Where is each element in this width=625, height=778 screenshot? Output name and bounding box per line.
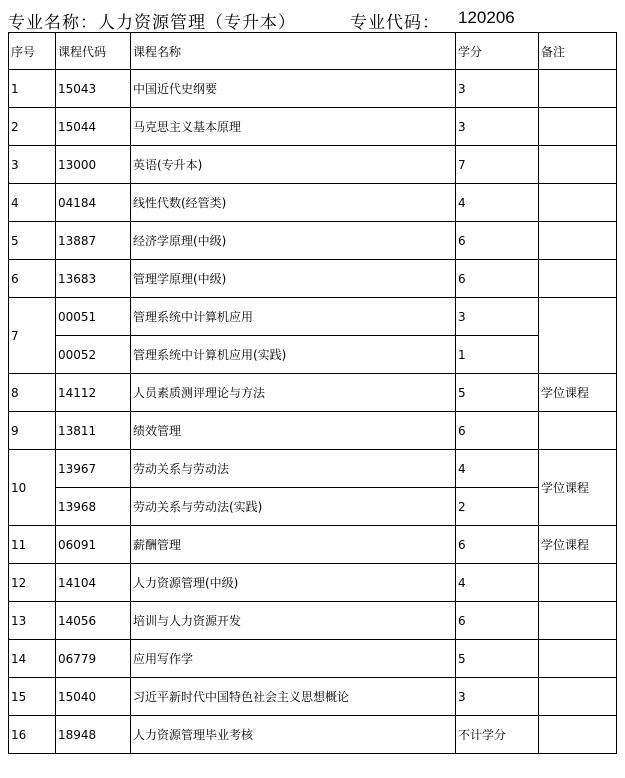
cell-note bbox=[539, 260, 617, 298]
table-row bbox=[9, 602, 617, 640]
column-header-name: 课程名称 bbox=[131, 33, 456, 70]
cell-credit: 5 bbox=[456, 640, 539, 678]
cell-credit: 1 bbox=[456, 336, 539, 374]
table-row bbox=[9, 222, 617, 260]
cell-no: 9 bbox=[9, 412, 56, 450]
column-header-code: 课程代码 bbox=[56, 33, 131, 70]
cell-note: 学位课程 bbox=[539, 374, 617, 412]
table-row bbox=[9, 564, 617, 602]
cell-code: 00051 bbox=[56, 298, 131, 336]
cell-note bbox=[539, 222, 617, 260]
cell-code: 13811 bbox=[56, 412, 131, 450]
cell-credit: 3 bbox=[456, 298, 539, 336]
cell-code: 13887 bbox=[56, 222, 131, 260]
cell-note bbox=[539, 184, 617, 222]
cell-code: 18948 bbox=[56, 716, 131, 754]
column-header-no: 序号 bbox=[9, 33, 56, 70]
cell-code: 15044 bbox=[56, 108, 131, 146]
cell-code: 13967 bbox=[56, 450, 131, 488]
cell-name: 人力资源管理(中级) bbox=[131, 564, 456, 602]
cell-code: 06779 bbox=[56, 640, 131, 678]
cell-no: 1 bbox=[9, 70, 56, 108]
cell-credit: 7 bbox=[456, 146, 539, 184]
table-row bbox=[9, 412, 617, 450]
cell-credit: 不计学分 bbox=[456, 716, 539, 754]
table-row bbox=[9, 450, 617, 488]
cell-credit: 5 bbox=[456, 374, 539, 412]
cell-name: 中国近代史纲要 bbox=[131, 70, 456, 108]
cell-name: 管理系统中计算机应用 bbox=[131, 298, 456, 336]
major-name-label: 专业名称：人力资源管理（专升本） bbox=[8, 13, 296, 33]
cell-name: 经济学原理(中级) bbox=[131, 222, 456, 260]
cell-no: 13 bbox=[9, 602, 56, 640]
major-code-label: 专业代码： bbox=[350, 13, 440, 33]
cell-no: 12 bbox=[9, 564, 56, 602]
cell-no: 10 bbox=[9, 450, 56, 526]
table-row bbox=[9, 260, 617, 298]
cell-no: 6 bbox=[9, 260, 56, 298]
cell-credit: 3 bbox=[456, 678, 539, 716]
table-row bbox=[9, 526, 617, 564]
table-row bbox=[9, 716, 617, 754]
cell-name: 英语(专升本) bbox=[131, 146, 456, 184]
cell-name: 绩效管理 bbox=[131, 412, 456, 450]
cell-name: 劳动关系与劳动法(实践) bbox=[131, 488, 456, 526]
cell-code: 15043 bbox=[56, 70, 131, 108]
cell-no: 8 bbox=[9, 374, 56, 412]
cell-code: 14056 bbox=[56, 602, 131, 640]
cell-name: 习近平新时代中国特色社会主义思想概论 bbox=[131, 678, 456, 716]
cell-note: 学位课程 bbox=[539, 450, 617, 526]
cell-name: 管理系统中计算机应用(实践) bbox=[131, 336, 456, 374]
cell-note bbox=[539, 716, 617, 754]
cell-code: 13683 bbox=[56, 260, 131, 298]
cell-name: 人力资源管理毕业考核 bbox=[131, 716, 456, 754]
cell-credit: 3 bbox=[456, 108, 539, 146]
table-row bbox=[9, 146, 617, 184]
cell-credit: 4 bbox=[456, 184, 539, 222]
cell-note bbox=[539, 298, 617, 374]
cell-credit: 3 bbox=[456, 70, 539, 108]
cell-credit: 6 bbox=[456, 222, 539, 260]
cell-no: 16 bbox=[9, 716, 56, 754]
cell-credit: 4 bbox=[456, 450, 539, 488]
course-table bbox=[8, 32, 617, 754]
table-row bbox=[9, 678, 617, 716]
cell-name: 管理学原理(中级) bbox=[131, 260, 456, 298]
cell-name: 人员素质测评理论与方法 bbox=[131, 374, 456, 412]
table-row bbox=[9, 70, 617, 108]
cell-code: 14112 bbox=[56, 374, 131, 412]
cell-name: 劳动关系与劳动法 bbox=[131, 450, 456, 488]
cell-note bbox=[539, 602, 617, 640]
cell-no: 4 bbox=[9, 184, 56, 222]
cell-note bbox=[539, 564, 617, 602]
cell-credit: 6 bbox=[456, 526, 539, 564]
cell-code: 13968 bbox=[56, 488, 131, 526]
cell-note bbox=[539, 70, 617, 108]
cell-name: 应用写作学 bbox=[131, 640, 456, 678]
cell-no: 15 bbox=[9, 678, 56, 716]
cell-code: 14104 bbox=[56, 564, 131, 602]
cell-name: 培训与人力资源开发 bbox=[131, 602, 456, 640]
cell-name: 马克思主义基本原理 bbox=[131, 108, 456, 146]
cell-no: 7 bbox=[9, 298, 56, 374]
cell-no: 14 bbox=[9, 640, 56, 678]
table-row bbox=[9, 108, 617, 146]
cell-no: 3 bbox=[9, 146, 56, 184]
cell-no: 2 bbox=[9, 108, 56, 146]
cell-credit: 6 bbox=[456, 412, 539, 450]
cell-note bbox=[539, 412, 617, 450]
major-code: 120206 bbox=[458, 8, 515, 27]
cell-code: 00052 bbox=[56, 336, 131, 374]
cell-credit: 6 bbox=[456, 260, 539, 298]
cell-note bbox=[539, 146, 617, 184]
cell-credit: 2 bbox=[456, 488, 539, 526]
course-table-body bbox=[9, 33, 617, 754]
column-header-credit: 学分 bbox=[456, 33, 539, 70]
table-row bbox=[9, 640, 617, 678]
table-header-row bbox=[9, 33, 617, 70]
cell-code: 06091 bbox=[56, 526, 131, 564]
cell-code: 13000 bbox=[56, 146, 131, 184]
cell-name: 薪酬管理 bbox=[131, 526, 456, 564]
cell-credit: 4 bbox=[456, 564, 539, 602]
cell-no: 11 bbox=[9, 526, 56, 564]
cell-name: 线性代数(经管类) bbox=[131, 184, 456, 222]
page-header bbox=[8, 8, 515, 32]
table-row bbox=[9, 488, 617, 526]
cell-note bbox=[539, 640, 617, 678]
cell-no: 5 bbox=[9, 222, 56, 260]
table-row bbox=[9, 298, 617, 336]
cell-note: 学位课程 bbox=[539, 526, 617, 564]
cell-code: 15040 bbox=[56, 678, 131, 716]
table-row bbox=[9, 336, 617, 374]
cell-note bbox=[539, 108, 617, 146]
column-header-note: 备注 bbox=[539, 33, 617, 70]
table-row bbox=[9, 374, 617, 412]
cell-credit: 6 bbox=[456, 602, 539, 640]
table-row bbox=[9, 184, 617, 222]
cell-code: 04184 bbox=[56, 184, 131, 222]
cell-note bbox=[539, 678, 617, 716]
